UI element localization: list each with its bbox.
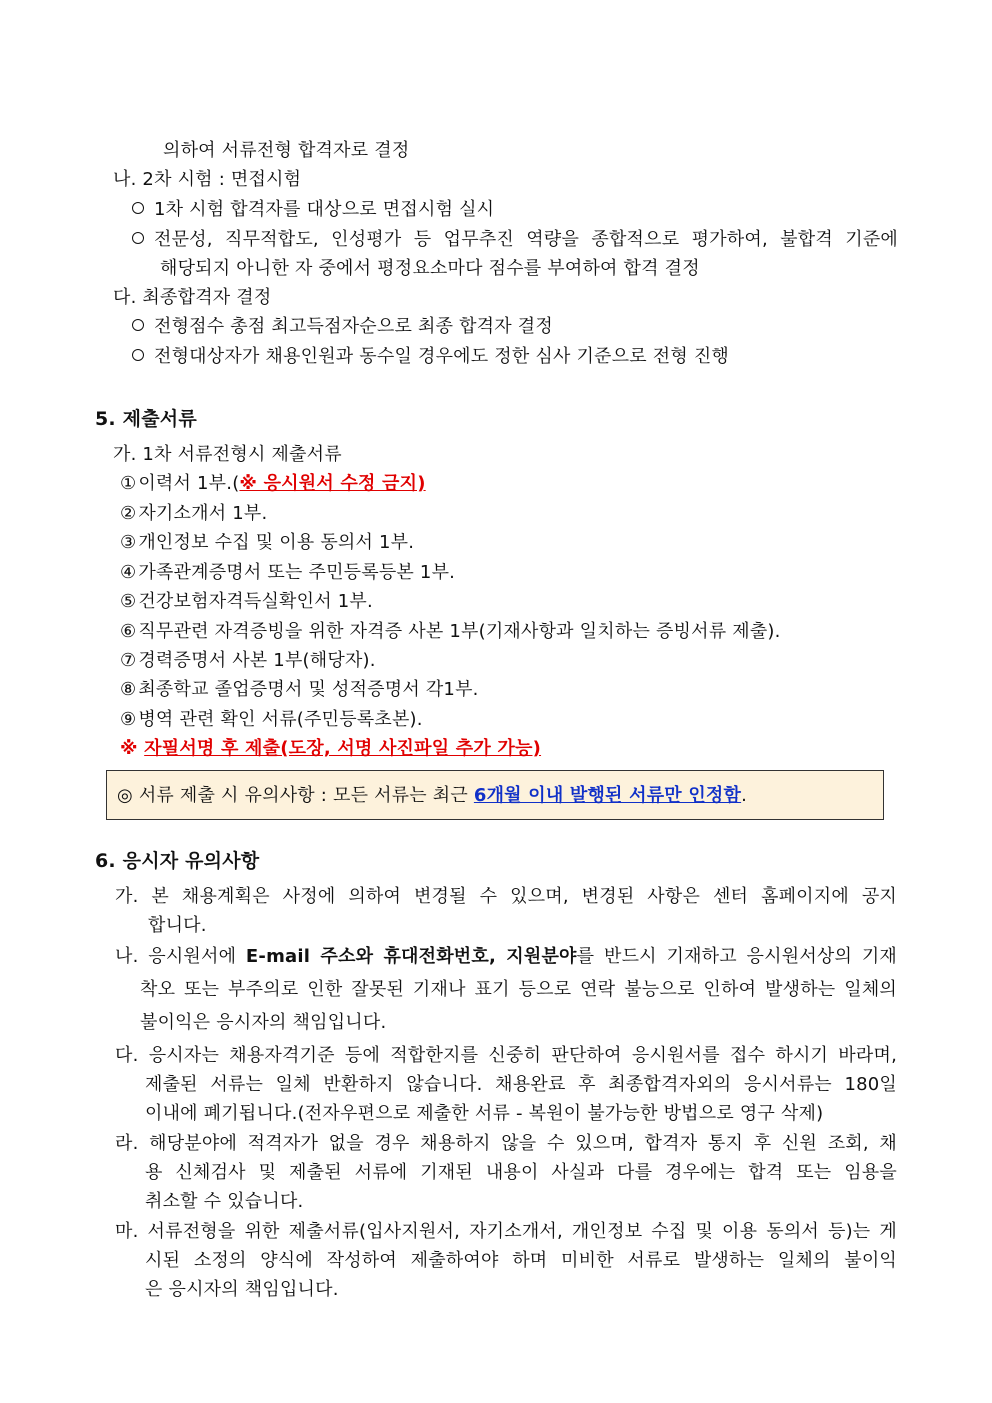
paragraph-line: 나. 응시원서에 E-mail 주소와 휴대전화번호, 지원분야를 반드시 기재하고 응시원서상의 기재 (115, 946, 897, 967)
notice-text: ◎ 서류 제출 시 유의사항 : 모든 서류는 최근 6개월 이내 발행된 서류만 인정함. (117, 785, 748, 806)
circle-bullet-icon (132, 319, 144, 331)
bullet-item: 1차 시험 합격자를 대상으로 면접시험 실시 (132, 198, 494, 222)
sec4-continuation: 의하여 서류전형 합격자로 결정 (163, 140, 410, 161)
circle-bullet-icon (132, 202, 144, 214)
bullet-item: 전문성, 직무적합도, 인성평가 등 업무추진 역량을 종합적으로 평가하여, 불합격 기준에 (132, 228, 898, 252)
doc-item: ⑥ 직무관련 자격증빙을 위한 자격증 사본 1부(기재사항과 일치하는 증빙서류 제출). (120, 621, 781, 642)
bullet-item-cont: 해당되지 아니한 자 중에서 평정요소마다 점수를 부여하여 합격 결정 (160, 258, 700, 279)
paragraph-line: 라. 해당분야에 적격자가 없을 경우 채용하지 않을 수 있으며, 합격자 통지 후 신원 조회, 채 (115, 1133, 897, 1154)
paragraph-line: 합니다. (148, 915, 207, 936)
paragraph-line: 가. 본 채용계획은 사정에 의하여 변경될 수 있으며, 변경된 사항은 센터 홈페이지에 공지 (115, 886, 897, 907)
bullet-item: 전형점수 총점 최고득점자순으로 최종 합격자 결정 (132, 315, 553, 339)
section-5-title: 5. 제출서류 (95, 408, 197, 430)
paragraph-line: 취소할 수 있습니다. (145, 1191, 304, 1212)
paragraph-line: 이내에 폐기됩니다.(전자우편으로 제출한 서류 - 복원이 불가능한 방법으로 영구 삭제) (145, 1103, 824, 1124)
doc-item: ⑨ 병역 관련 확인 서류(주민등록초본). (120, 709, 423, 730)
doc-item: ② 자기소개서 1부. (120, 503, 268, 524)
circle-bullet-icon (132, 232, 144, 244)
doc-item: ⑧ 최종학교 졸업증명서 및 성적증명서 각1부. (120, 679, 479, 700)
section-6-title: 6. 응시자 유의사항 (95, 850, 260, 872)
sec5-subtitle-ga: 가. 1차 서류전형시 제출서류 (113, 444, 342, 465)
paragraph-line: 불이익은 응시자의 책임입니다. (140, 1012, 387, 1033)
sec4-subtitle-da: 다. 최종합격자 결정 (113, 287, 272, 308)
doc-item: ⑦ 경력증명서 사본 1부(해당자). (120, 650, 376, 671)
paragraph-line: 시된 소정의 양식에 작성하여 제출하여야 하며 미비한 서류로 발생하는 일체의 불이익 (145, 1250, 897, 1271)
paragraph-line: 마. 서류전형을 위한 제출서류(입사지원서, 자기소개서, 개인정보 수집 및 이용 동의서 등)는 게 (115, 1221, 897, 1242)
doc-item: ⑤ 건강보험자격득실확인서 1부. (120, 591, 373, 612)
paragraph-line: 제출된 서류는 일체 반환하지 않습니다. 채용완료 후 최종합격자외의 응시서류는 180일 (145, 1074, 897, 1095)
doc-item: ③ 개인정보 수집 및 이용 동의서 1부. (120, 532, 415, 553)
doc-item: ① 이력서 1부.(※ 응시원서 수정 금지) (120, 473, 426, 494)
circle-bullet-icon (132, 349, 144, 361)
sec4-subtitle-na: 나. 2차 시험 : 면접시험 (113, 169, 302, 190)
paragraph-line: 은 응시자의 책임입니다. (145, 1279, 339, 1300)
signature-note: ※ 자필서명 후 제출(도장, 서명 사진파일 추가 가능) (120, 738, 542, 759)
paragraph-line: 용 신체검사 및 제출된 서류에 기재된 내용이 사실과 다를 경우에는 합격 또는 임용을 (145, 1162, 897, 1183)
bullet-item: 전형대상자가 채용인원과 동수일 경우에도 정한 심사 기준으로 전형 진행 (132, 345, 729, 369)
paragraph-line: 다. 응시자는 채용자격기준 등에 적합한지를 신중히 판단하여 응시원서를 접수 하시기 바라며, (115, 1045, 897, 1066)
paragraph-line: 착오 또는 부주의로 인한 잘못된 기재나 표기 등으로 연락 불능으로 인하여 발생하는 일체의 (140, 979, 897, 1000)
doc-item: ④ 가족관계증명서 또는 주민등록등본 1부. (120, 562, 456, 583)
